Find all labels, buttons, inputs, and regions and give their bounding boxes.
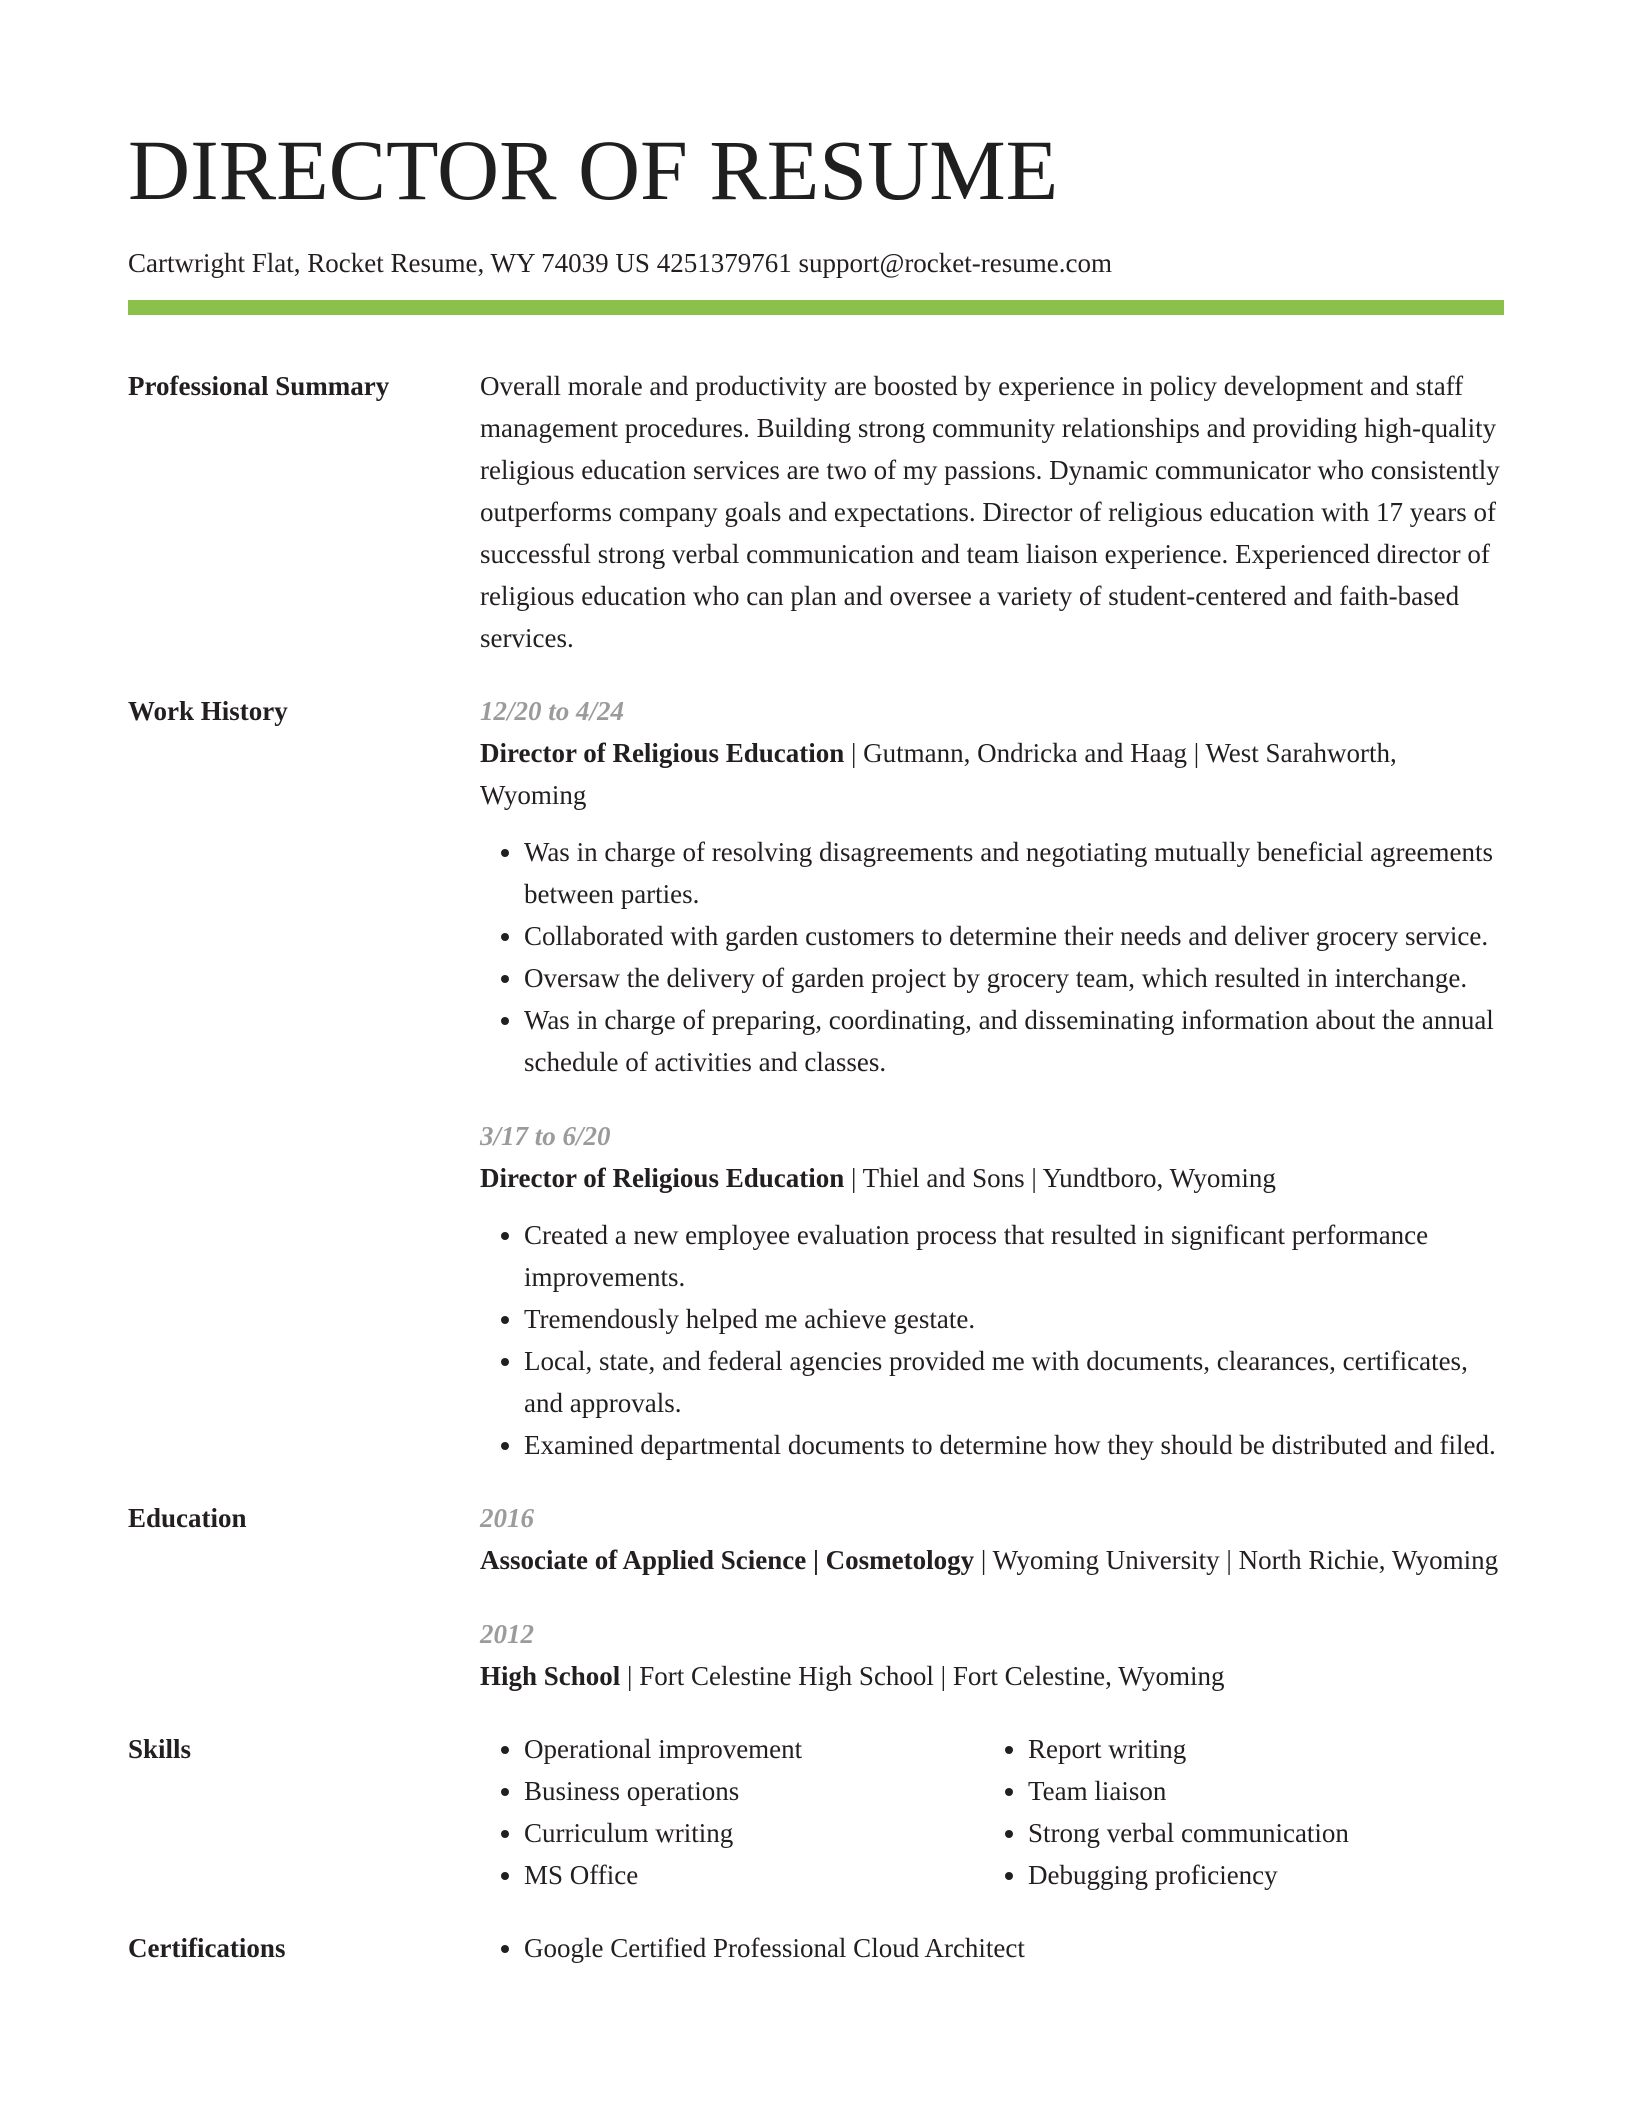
education-degree: Associate of Applied Science | Cosmetology [480, 1545, 975, 1575]
skill-item: • Curriculum writing [524, 1812, 984, 1854]
contact-line [128, 246, 1504, 280]
certifications-list [480, 1927, 1504, 1969]
section-heading-summary: Professional Summary [128, 371, 390, 401]
job-title-line [480, 732, 1504, 816]
job-title-line [480, 1157, 1504, 1199]
education-school-location: | Fort Celestine High School | Fort Celestine, Wyoming [620, 1661, 1225, 1691]
job-bullet: • Collaborated with garden customers to determine their needs and deliver grocery service. [524, 915, 1504, 957]
job-bullet: • Tremendously helped me achieve gestate. [524, 1298, 1504, 1340]
job-bullet: • Oversaw the delivery of garden project by grocery team, which resulted in interchange. [524, 957, 1504, 999]
skills-list-left [480, 1728, 984, 1896]
job-bullet: • Was in charge of preparing, coordinating, and disseminating information about the annual schedule of activities and classes. [524, 999, 1504, 1083]
education-school-location: | Wyoming University | North Richie, Wyoming [974, 1545, 1499, 1575]
work-history-section [128, 659, 1504, 1466]
job-employer-location: | Thiel and Sons | Yundtboro, Wyoming [844, 1163, 1276, 1193]
education-title-line [480, 1539, 1504, 1581]
job-bullet: • Created a new employee evaluation process that resulted in significant performance improvements. [524, 1214, 1504, 1298]
skill-item: • Debugging proficiency [1028, 1854, 1488, 1896]
skill-item: • MS Office [524, 1854, 984, 1896]
education-title-line [480, 1655, 1504, 1697]
summary-section [128, 315, 1504, 659]
job-role: Director of Religious Education [480, 1163, 845, 1193]
section-heading-education: Education [128, 1503, 247, 1533]
resume-page [128, 0, 1504, 1969]
certifications-body [480, 1927, 1504, 1969]
job-employer-location: | Gutmann, Ondricka and Haag | West Sarahworth, Wyoming [480, 738, 1397, 810]
job-date: 12/20 to 4/24 [480, 696, 625, 726]
certifications-section [128, 1896, 1504, 1969]
job-bullet: • Local, state, and federal agencies provided me with documents, clearances, certificates, and approvals. [524, 1340, 1504, 1424]
resume-name: DIRECTOR OF RESUME [128, 122, 1059, 218]
job-bullet: • Was in charge of resolving disagreements and negotiating mutually beneficial agreements between parties. [524, 831, 1504, 915]
job-role: Director of Religious Education [480, 738, 845, 768]
job-entry [480, 690, 1504, 1083]
job-bullets [480, 831, 1504, 1083]
education-date: 2012 [480, 1619, 534, 1649]
skill-item: • Report writing [1028, 1728, 1488, 1770]
section-heading-work-history: Work History [128, 696, 288, 726]
education-date: 2016 [480, 1503, 534, 1533]
certification-item: • Google Certified Professional Cloud Architect [524, 1927, 1504, 1969]
education-body [480, 1497, 1504, 1697]
contact-address: Cartwright Flat, Rocket Resume, WY 74039 US [128, 248, 650, 278]
skill-item: • Business operations [524, 1770, 984, 1812]
education-section [128, 1466, 1504, 1697]
skills-columns [480, 1728, 1504, 1896]
work-history-body [480, 690, 1504, 1466]
skill-item: • Strong verbal communication [1028, 1812, 1488, 1854]
contact-email: support@rocket-resume.com [798, 248, 1112, 278]
education-entry [480, 1497, 1504, 1581]
contact-phone: 4251379761 [656, 248, 792, 278]
summary-text: Overall morale and productivity are boosted by experience in policy development and staff management procedures. Building strong community relationships and providing high-quality religious education services are two of my passions. Dynamic communicator who consistently outperforms company goals and expectations. Director of religious education with 17 years of successful strong verbal communication and team liaison experience. Experienced director of religious education who can plan and oversee a variety of student-centered and faith-based services. [480, 371, 1500, 653]
job-bullets [480, 1214, 1504, 1466]
section-heading-skills: Skills [128, 1734, 192, 1764]
skill-item: • Operational improvement [524, 1728, 984, 1770]
education-entry [480, 1613, 1504, 1697]
skill-item: • Team liaison [1028, 1770, 1488, 1812]
job-date: 3/17 to 6/20 [480, 1121, 611, 1151]
skills-list-right [984, 1728, 1488, 1896]
header-divider [128, 300, 1504, 315]
section-heading-certifications: Certifications [128, 1933, 286, 1963]
job-entry [480, 1115, 1504, 1466]
skills-section [128, 1697, 1504, 1896]
job-bullet: • Examined departmental documents to determine how they should be distributed and filed. [524, 1424, 1504, 1466]
education-degree: High School [480, 1661, 621, 1691]
